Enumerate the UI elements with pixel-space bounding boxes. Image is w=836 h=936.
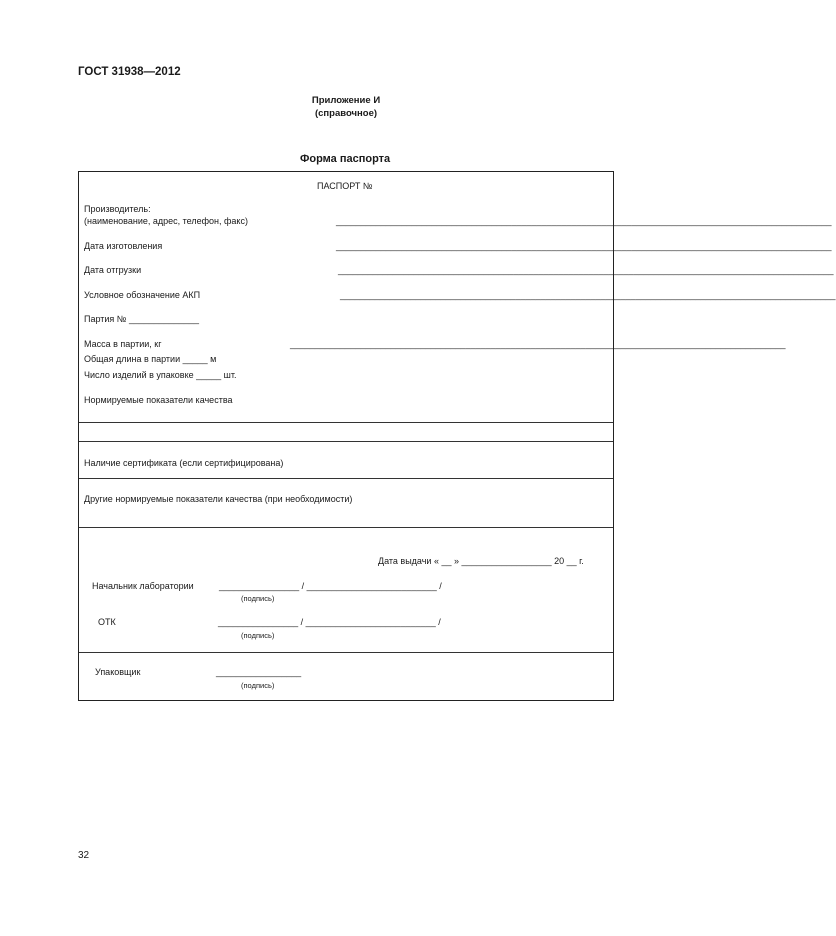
- batch-label: Партия № ______________: [84, 314, 200, 324]
- packer-label: Упаковщик: [95, 667, 141, 677]
- items-per-pack-label: Число изделий в упаковке _____ шт.: [84, 370, 237, 380]
- form-title: Форма паспорта: [300, 153, 391, 165]
- lab-head-signature-line[interactable]: ________________ / __________________________ /: [219, 581, 442, 591]
- otk-label: ОТК: [98, 617, 116, 627]
- designation-label: Условное обозначение АКП: [84, 290, 201, 300]
- issue-date[interactable]: Дата выдачи « __ » __________________ 20 __ г.: [378, 556, 584, 566]
- manufacture-date-label: Дата изготовления: [84, 241, 163, 251]
- lab-head-signature-note: (подпись): [241, 594, 275, 603]
- shipment-date-fill-line[interactable]: ___________________________________________________________________________________________________: [338, 265, 834, 275]
- packer-signature-line[interactable]: _________________: [216, 667, 302, 677]
- manufacture-date-fill-line[interactable]: ___________________________________________________________________________________________________: [336, 241, 832, 251]
- quality-line-1: [79, 422, 613, 423]
- passport-title: ПАСПОРТ №: [317, 181, 373, 191]
- other-indicators-line: [79, 527, 613, 528]
- producer-label: Производитель:: [84, 204, 151, 214]
- quality-indicators-label: Нормируемые показатели качества: [84, 395, 233, 405]
- page-number: 32: [78, 850, 90, 861]
- designation-fill-line[interactable]: ___________________________________________________________________________________________________: [340, 290, 836, 300]
- certificate-line: [79, 478, 613, 479]
- packer-signature-note: (подпись): [241, 681, 275, 690]
- lab-head-label: Начальник лаборатории: [92, 581, 194, 591]
- appendix-heading: [296, 94, 396, 120]
- certificate-label: Наличие сертификата (если сертифицирована): [84, 458, 284, 468]
- batch-mass-fill-line[interactable]: ___________________________________________________________________________________________________: [290, 339, 786, 349]
- packer-separator-line: [79, 652, 613, 653]
- otk-signature-line[interactable]: ________________ / __________________________ /: [218, 617, 441, 627]
- total-length-label: Общая длина в партии _____ м: [84, 354, 217, 364]
- appendix-title: Приложение И: [311, 95, 381, 106]
- producer-fill-line[interactable]: ___________________________________________________________________________________________________: [336, 216, 832, 226]
- shipment-date-label: Дата отгрузки: [84, 265, 142, 275]
- producer-sublabel: (наименование, адрес, телефон, факс): [84, 216, 248, 226]
- passport-form: [78, 171, 836, 701]
- appendix-note: (справочное): [314, 108, 378, 119]
- standard-code: ГОСТ 31938—2012: [78, 66, 181, 78]
- other-indicators-label: Другие нормируемые показатели качества (при необходимости): [84, 494, 353, 504]
- quality-line-2: [79, 441, 613, 442]
- otk-signature-note: (подпись): [241, 631, 275, 640]
- batch-mass-label: Масса в партии, кг: [84, 339, 162, 349]
